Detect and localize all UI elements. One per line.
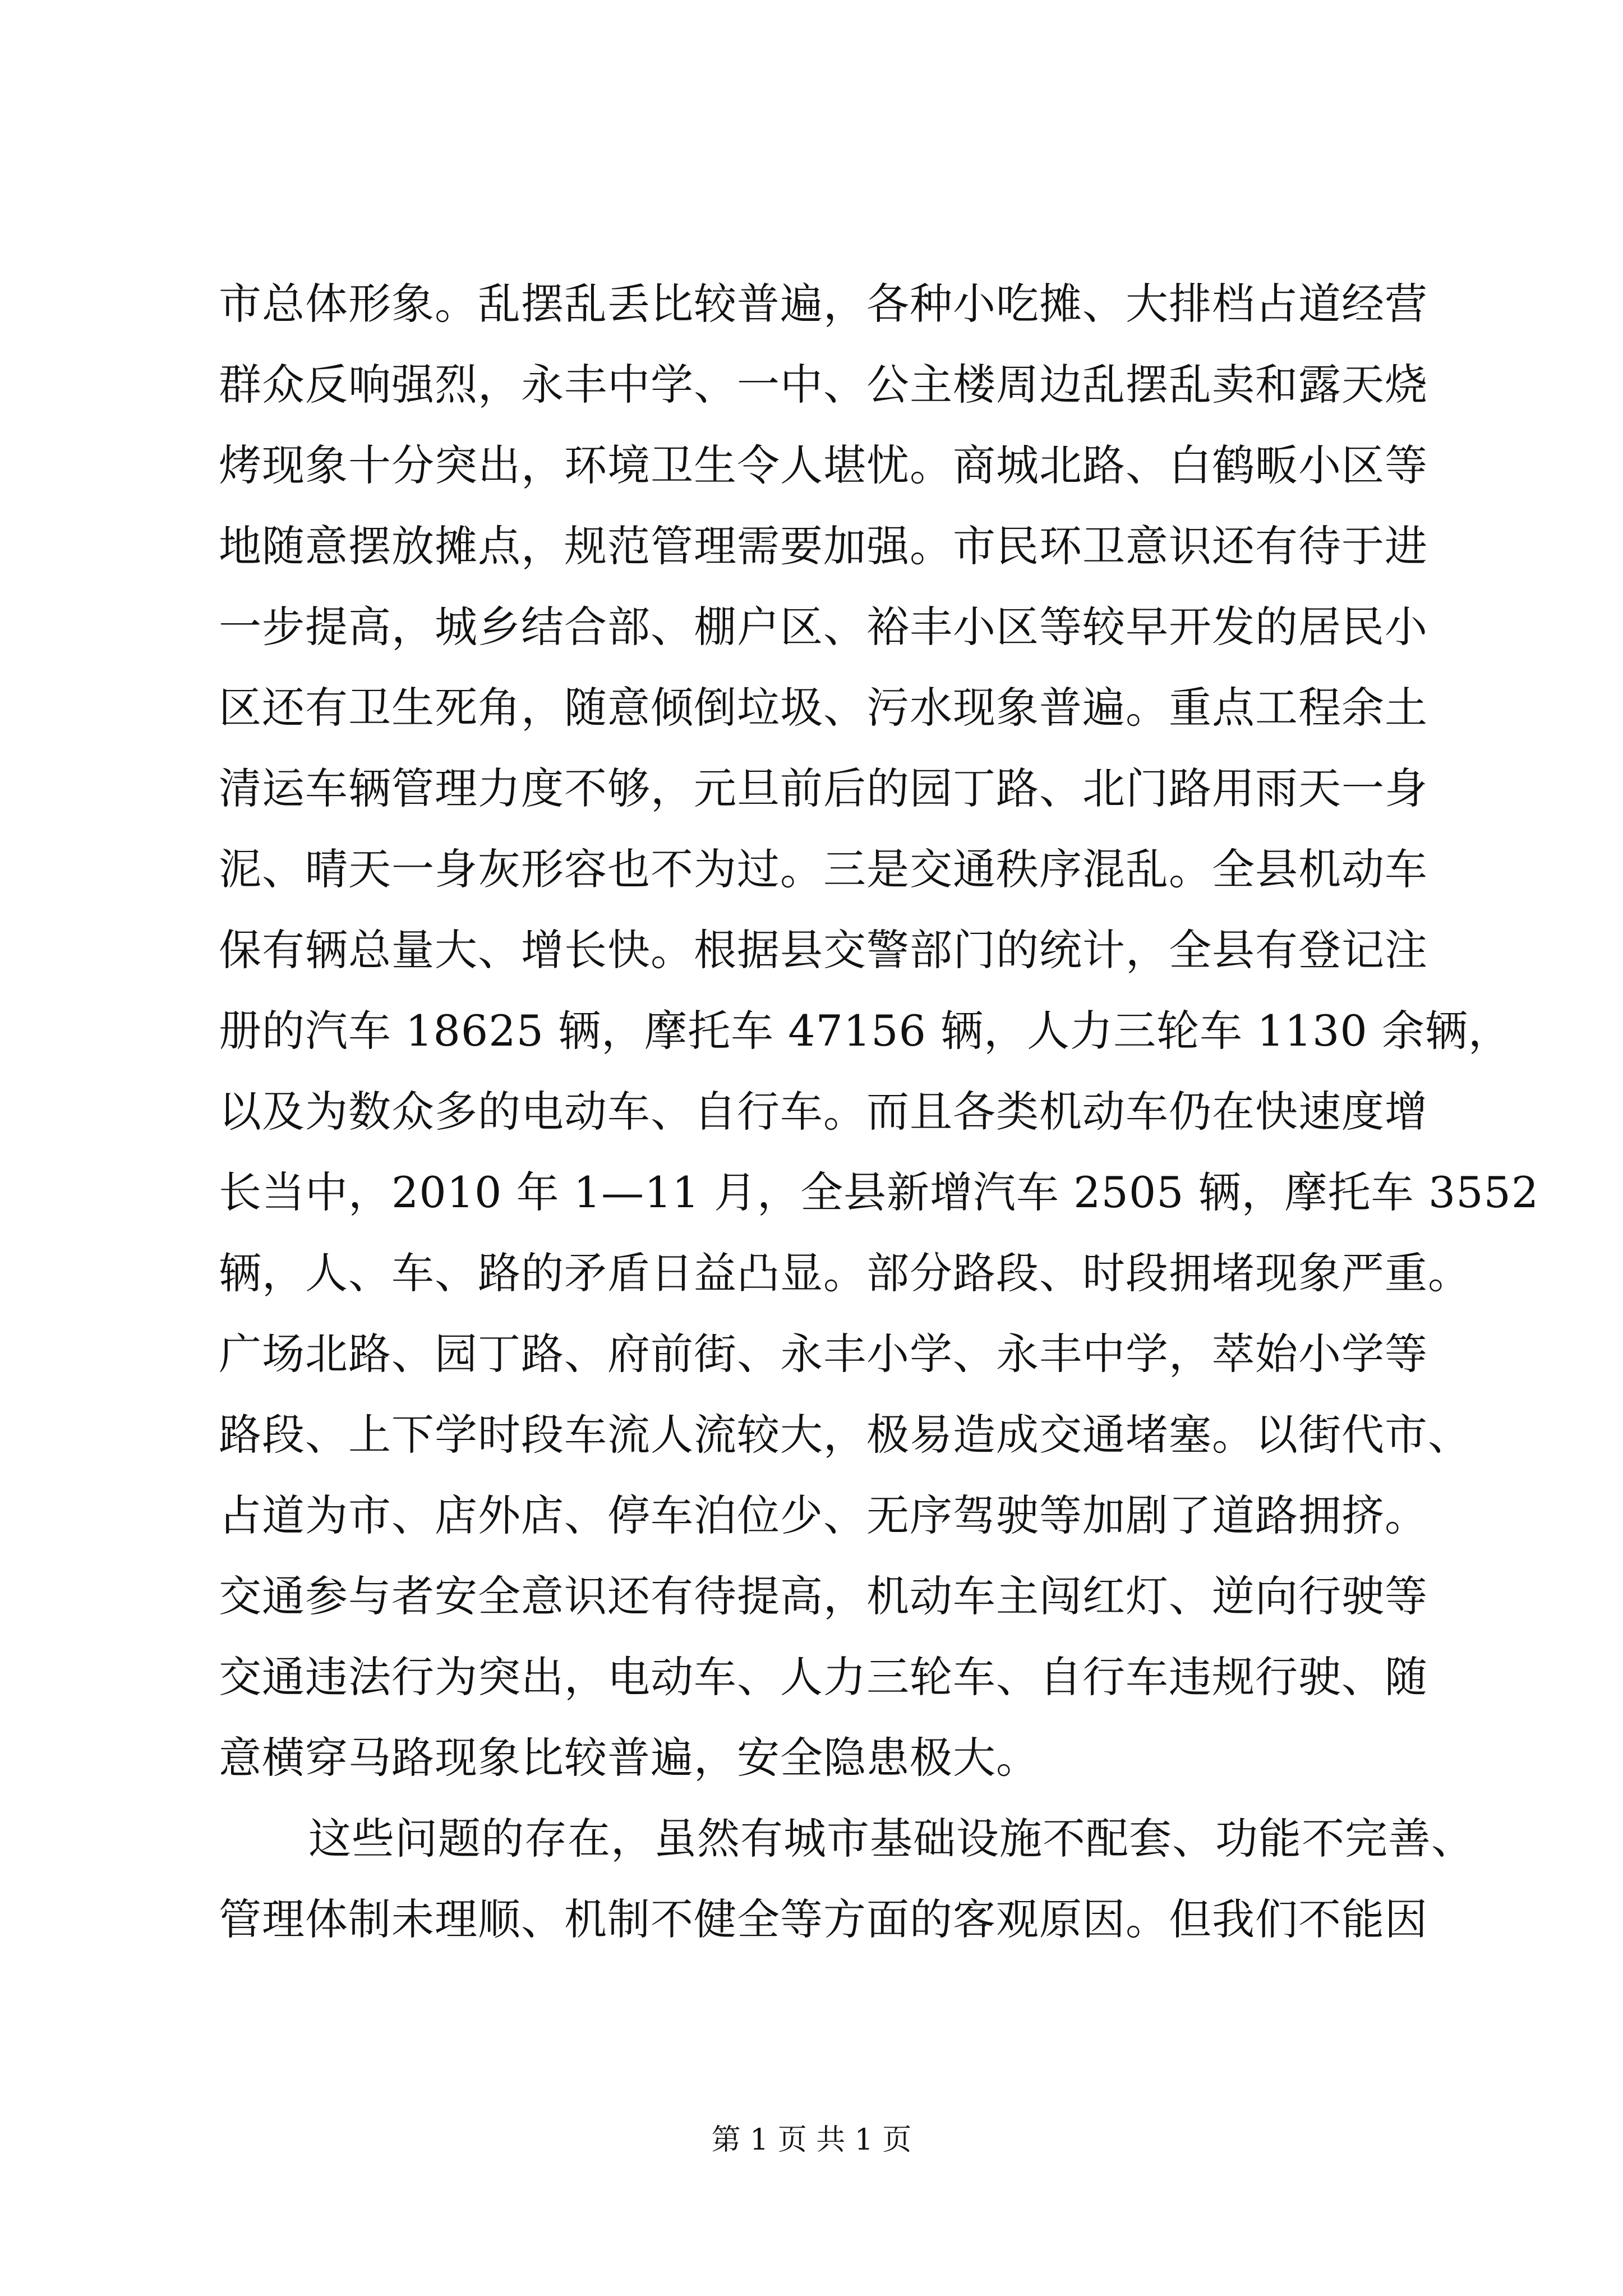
text-line: 册的汽车 18625 辆，摩托车 47156 辆，人力三轮车 1130 余辆， <box>219 1006 1511 1056</box>
text-line: 辆，人、车、路的矛盾日益凸显。部分路段、时段拥堵现象严重。 <box>219 1248 1471 1298</box>
text-line: 群众反响强烈，永丰中学、一中、公主楼周边乱摆乱卖和露天烧 <box>219 360 1428 409</box>
text-line: 地随意摆放摊点，规范管理需要加强。市民环卫意识还有待于进 <box>219 521 1428 571</box>
text-line: 交通违法行为突出，电动车、人力三轮车、自行车违规行驶、随 <box>219 1652 1428 1702</box>
text-line: 一步提高，城乡结合部、棚户区、裕丰小区等较早开发的居民小 <box>219 602 1428 652</box>
text-line: 占道为市、店外店、停车泊位少、无序驾驶等加剧了道路拥挤。 <box>219 1490 1428 1540</box>
text-line: 区还有卫生死角，随意倾倒垃圾、污水现象普遍。重点工程余土 <box>219 683 1428 733</box>
text-line: 市总体形象。乱摆乱丢比较普遍，各种小吃摊、大排档占道经营 <box>219 279 1428 329</box>
text-line: 广场北路、园丁路、府前街、永丰小学、永丰中学，萃始小学等 <box>219 1329 1428 1379</box>
text-line: 管理体制未理顺、机制不健全等方面的客观原因。但我们不能因 <box>219 1894 1428 1944</box>
document-body <box>219 264 1539 1960</box>
paragraph-first-line: 这些问题的存在，虽然有城市基础设施不配套、功能不完善、 <box>308 1814 1474 1864</box>
text-line: 保有辆总量大、增长快。根据县交警部门的统计，全县有登记注 <box>219 925 1428 975</box>
text-line: 清运车辆管理力度不够，元旦前后的园丁路、北门路用雨天一身 <box>219 763 1428 813</box>
text-line: 交通参与者安全意识还有待提高，机动车主闯红灯、逆向行驶等 <box>219 1571 1428 1621</box>
text-line: 路段、上下学时段车流人流较大，极易造成交通堵塞。以街代市、 <box>219 1410 1471 1460</box>
text-line: 烤现象十分突出，环境卫生令人堪忧。商城北路、白鹤畈小区等 <box>219 440 1428 490</box>
text-line: 意横穿马路现象比较普遍，安全隐患极大。 <box>219 1733 1039 1783</box>
text-line: 泥、晴天一身灰形容也不为过。三是交通秩序混乱。全县机动车 <box>219 844 1428 894</box>
page-number-footer: 第 1 页 共 1 页 <box>711 2123 912 2157</box>
text-line: 以及为数众多的电动车、自行车。而且各类机动车仍在快速度增 <box>219 1087 1428 1137</box>
text-line: 长当中，2010 年 1—11 月，全县新增汽车 2505 辆，摩托车 3552 <box>219 1167 1539 1217</box>
